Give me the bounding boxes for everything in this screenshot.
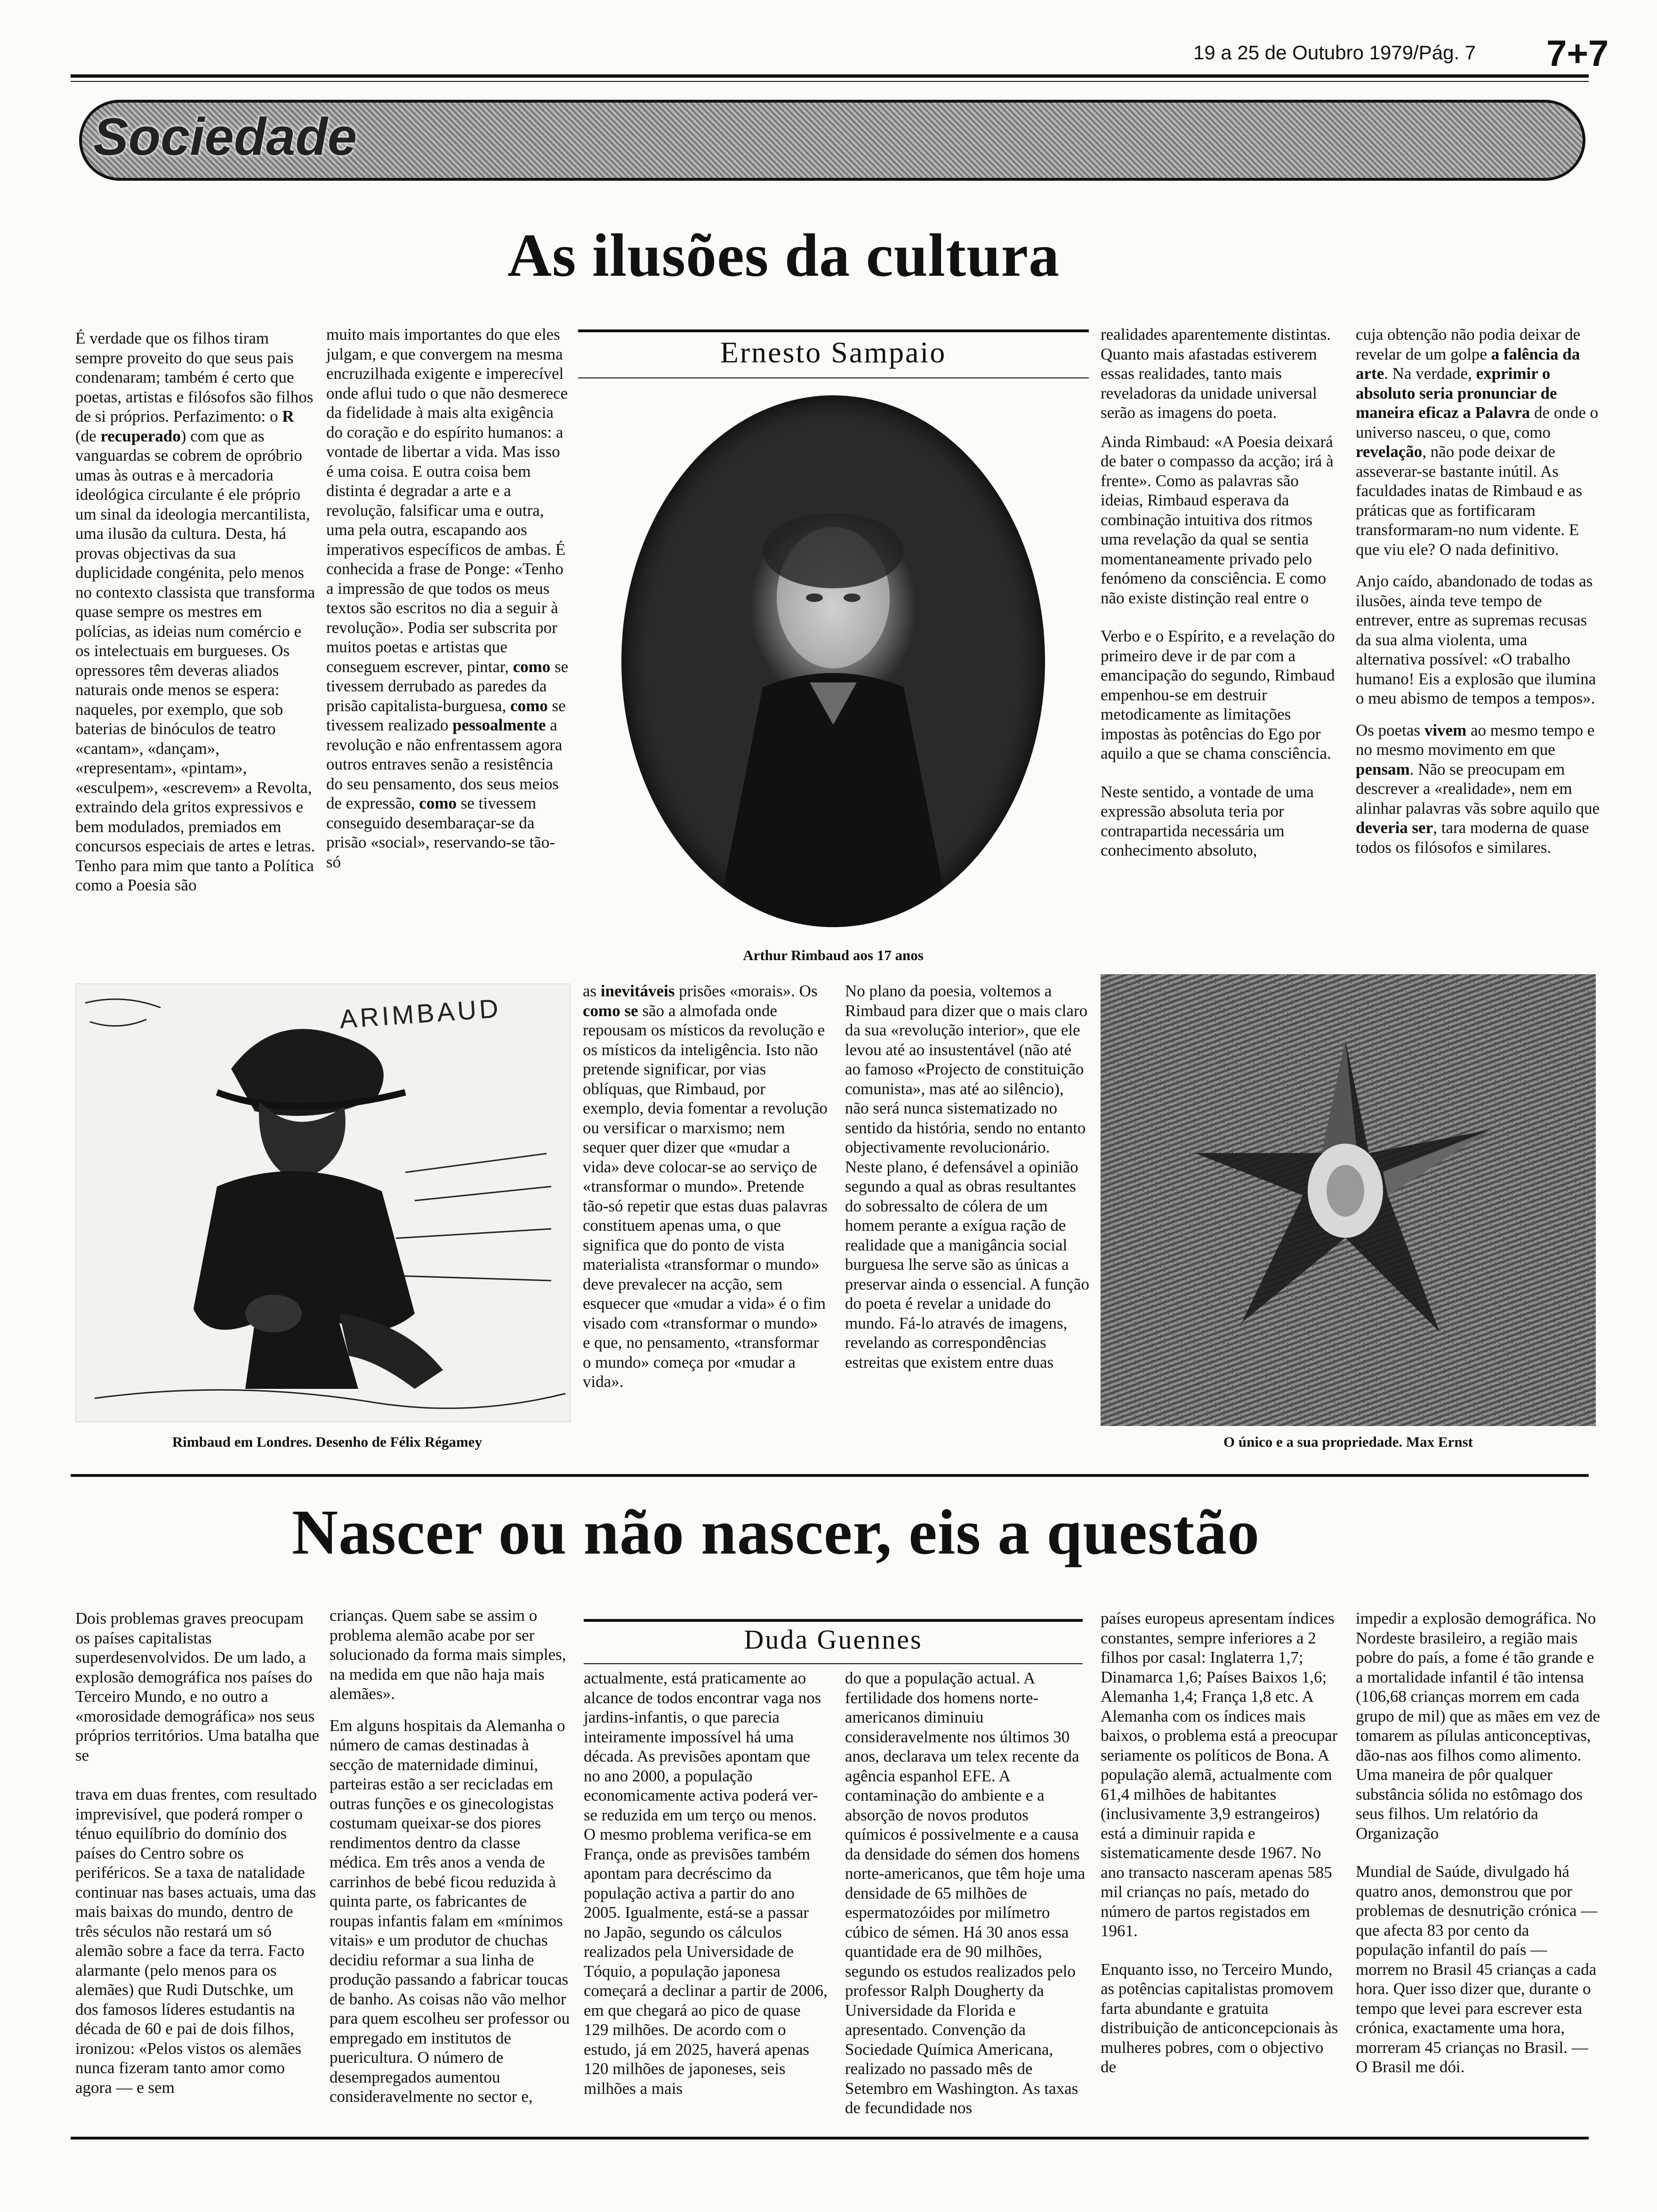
paragraph: Ainda Rimbaud: «A Poesia deixará de bater o compasso da acção; irá à frente». Como as palavras são ideias, Rimbaud esperava da combinação intuitiva dos ritmos uma revelação da qual se sentia momentaneamente privado pelo fenómeno da consciência. E como não existe distinção real entre o [1101, 432, 1334, 607]
max-ernst-painting [1101, 974, 1596, 1426]
article-column-2 [326, 325, 569, 874]
article2-headline: Nascer ou não nascer, eis a questão [292, 1497, 1260, 1568]
rimbaud-portrait-photo [621, 395, 1045, 927]
byline: Ernesto Sampaio [720, 336, 947, 369]
article2-column-2 [330, 1606, 574, 2108]
paragraph: Mundial de Saúde, divulgado há quatro anos, demonstrou que por problemas de desnutrição crónica — que afecta 83 por cento da população infantil do país — morrem no Brasil 45 crianças a cada hora. Quer isso dizer que, durante o tempo que levei para escrever esta crónica, exactamente uma hora, morreram 45 crianças no Brasil. — O Brasil me dói. [1356, 1862, 1598, 2076]
paragraph: cuja obtenção não podia deixar de revelar de um golpe a falência da arte. Na verdade, exprimir o absoluto seria pronunciar de maneira eficaz a Palavra de onde o universo nasceu, o que, como revelação, não pode deixar de asseverar-se bastante inútil. As faculdades inatas de Rimbaud e as práticas que as fortificaram transformaram-no num vidente. E que viu ele? O nada definitivo. [1356, 325, 1599, 559]
byline2-rule-bottom [584, 1663, 1083, 1664]
section-title: Sociedade [93, 107, 357, 166]
paragraph: Os poetas vivem ao mesmo tempo e no mesmo movimento em que pensam. Não se preocupam em descrever a «realidade», nem em alinhar palavras vãs sobre aquilo que deveria ser, tara moderna de quase todos os filósofos e similares. [1356, 721, 1600, 857]
paragraph: realidades aparentemente distintas. Quanto mais afastadas estiverem essas realidades, tanto mais reveladoras da unidade universal serão as imagens do poeta. [1101, 325, 1331, 422]
portrait-figure [621, 395, 1045, 927]
drawing-label: ARIMBAUD [338, 993, 502, 1034]
paragraph: Dois problemas graves preocupam os países capitalistas superdesenvolvidos. De um lado, a explosão demográfica nos países do Terceiro Mundo, e no outro a «morosidade demográfica» nos seus próprios territórios. Uma batalha que se [75, 1609, 320, 1764]
paragraph: crianças. Quem sabe se assim o problema alemão acabe por ser solucionado da forma mais simples, na medida em que não haja mais alemães». [330, 1606, 566, 1703]
paragraph: actualmente, está praticamente ao alcance de todos encontrar vaga nos jardins-infantis, o que parecia inteiramente impossível há uma década. As previsões apontam que no ano 2000, a população economicamente activa poderá ver-se reduzida em um terço ou menos. O mesmo problema verifica-se em França, onde as previsões também apontam para decréscimo da população activa a partir do ano 2005. Igualmente, está-se a passar no Japão, segundo os cálculos realizados pela Universidade de Tóquio, a população japonesa começará a declinar a partir de 2006, em que chegará ao pico de quase 129 milhões. De acordo com o estudo, já em 2025, haverá apenas 120 milhões de japoneses, seis milhões a mais [584, 1669, 828, 2098]
header-rule-top [71, 74, 1589, 78]
article-column-5 [1101, 325, 1336, 862]
paragraph: É verdade que os filhos tiram sempre proveito do que seus pais condenaram; também é certo que poetas, artistas e filósofos são filhos de si próprios. Perfazimento: o R (de recuperado) com que as vanguardas se cobrem de opróbrio umas às outras e à mercadoria ideológica circulante é ele próprio um sinal da ideologia mercantilista, uma ilusão da cultura. Desta, há provas objectivas da sua duplicidade congénita, pelo menos no contexto classista que transforma quase sempre os mestres em polícias, as ideias num comércio e os intelectuais em burgueses. Os opressores têm deveras aliados naturais onde menos se espera: naqueles, por exemplo, que sob baterias de binóculos de teatro «cantam», «dançam», «representam», «pintam», «esculpem», «escrevem» a Revolta, extraindo dela gritos expressivos e bem modulados, premiados em concursos especiais de artes e letras. Tenho para mim que tanto a Política como a Poesia são [75, 329, 315, 894]
byline-rule-top [578, 329, 1089, 332]
article-headline: As ilusões da cultura [507, 222, 1060, 289]
drawing-figure [76, 984, 570, 1422]
paragraph: Anjo caído, abandonado de todas as ilusões, ainda teve tempo de entrever, entre as supremas recusas da sua alma violenta, uma alternativa possível: «O trabalho humano! Eis a explosão que ilumina o meu abismo de tempos a tempos». [1356, 572, 1596, 707]
paragraph: Enquanto isso, no Terceiro Mundo, as potências capitalistas promovem farta abundante e gratuita distribuição de anticoncepcionais às mulheres pobres, com o objectivo de [1101, 1960, 1338, 2076]
paragraph: impedir a explosão demográfica. No Nordeste brasileiro, a região mais pobre do país, a fome é tão grande e a mortalidade infantil é tão intensa (106,68 crianças morrem em cada grupo de mil) que as mães em vez de tomarem as pílulas anticonceptivas, dão-nas aos filhos como alimento. Uma maneira de pôr qualquer substância sólida no estômago dos seus filhos. Um relatório da Organização [1356, 1609, 1600, 1843]
publication-logo: 7+7 [1546, 32, 1609, 74]
article2-column-4 [845, 1668, 1090, 2120]
article2-column-1 [75, 1609, 320, 2099]
article2-column-6 [1356, 1609, 1601, 2079]
paragraph: as inevitáveis prisões «morais». Os como se são a almofada onde repousam os místicos da revolução e os místicos da inteligência. Isto não pretende significar, por vias oblíquas, que Rimbaud, por exemplo, devia fomentar a revolução ou versificar o marxismo; nem sequer quer dizer que «mudar a vida» deve colocar-se ao serviço de «transformar o mundo». Pretende tão-só repetir que estas duas palavras constituem apenas uma, o que significa que do ponto de vista materialista «transformar o mundo» deve prevalecer na acção, sem esquecer que «mudar a vida» é o fim visado com «transformar o mundo» e que, no pensamento, «transformar o mundo» começa por «mudar a vida». [583, 982, 828, 1391]
article-column-3 [583, 981, 828, 1394]
article-column-6 [1356, 325, 1601, 859]
paragraph: Neste sentido, a vontade de uma expressão absoluta teria por contrapartida necessária um conhecimento absoluto, [1101, 782, 1314, 859]
paragraph: do que a população actual. A fertilidade dos homens norte-americanos diminuiu consideravelmente nos últimos 30 anos, declarava um telex recente da agência espanhol EFE. A contaminação do ambiente e a absorção de novos produtos químicos é possivelmente e a causa da densidade do sémen dos homens norte-americanos, que têm hoje uma densidade de 65 milhões de espermatozóides por milímetro cúbico de sémen. Há 30 anos essa quantidade era de 90 milhões, segundo os estudos realizados pelo professor Ralph Dougherty da Universidade da Florida e apresentado. Convenção da Sociedade Química Americana, realizado no passado mês de Setembro em Washington. As taxas de fecundidade nos [845, 1669, 1086, 2117]
paragraph: Em alguns hospitais da Alemanha o número de camas destinadas à secção de maternidade diminui, parteiras estão a ser recicladas em outras funções e os ginecologistas costumam queixar-se dos piores rendimentos dentro da classe médica. Em três anos a venda de carrinhos de bebé ficou reduzida à quinta parte, os fabricantes de roupas infantis falam em «mínimos vitais» e um produtor de chuchas decidiu reformar a sua linha de produção passando a fabricar toucas de banho. As coisas não vão melhor para quem escolheu ser professor ou empregado em institutos de puericultura. O número de desempregados aumentou consideravelmente no sector e, [330, 1716, 570, 2106]
article-column-4 [845, 981, 1090, 1374]
article2-column-3 [584, 1668, 828, 2100]
rimbaud-drawing [75, 984, 571, 1422]
byline2-rule-top [584, 1619, 1083, 1622]
article2-column-5 [1101, 1609, 1341, 2079]
header-rule-bottom [71, 81, 1589, 82]
drawing-caption: Rimbaud em Londres. Desenho de Félix Régamey [172, 1434, 483, 1450]
article-separator [71, 1474, 1589, 1477]
portrait-caption: Arthur Rimbaud aos 17 anos [743, 947, 924, 963]
paragraph: muito mais importantes do que eles julgam, e que convergem na mesma encruzilhada exigente e imperecível onde aflui tudo o que não desmerece da fidelidade à mais alta exigência do coração e do espírito humanos: a vontade de libertar a vida. Mas isso é uma coisa. E outra coisa bem distinta é degradar a arte e a revolução, falsificar uma e outra, uma pela outra, escapando aos imperativos específicos de ambas. É conhecida a frase de Ponge: «Tenho a impressão de que todos os meus textos são escritos no dia a seguir à revolução». Podia ser subscrita por muitos poetas e artistas que conseguem escrever, pintar, como se tivessem derrubado as paredes da prisão capitalista-burguesa, como se tivessem realizado pessoalmente a revolução e não enfrentassem agora outros entraves senão a resistência do seu pensamento, dos seus meios de expressão, como se tivessem conseguido desembaraçar-se da prisão «social», reservando-se tão-só [326, 325, 569, 871]
page-bottom-rule [71, 2137, 1589, 2140]
byline-rule-bottom [578, 377, 1089, 378]
article-column-1 [75, 329, 315, 897]
paragraph: trava em duas frentes, com resultado imprevisível, que poderá romper o ténuo equilíbrio do domínio dos países do Centro sobre os periféricos. Se a taxa de natalidade continuar nas bases actuais, uma das mais baixas do mundo, dentro de três séculos não restará um só alemão sobre a face da terra. Facto alarmante (pelo menos para os alemães) que Rudi Dutschke, um dos famosos líderes estudantis na década de 60 e pai de dois filhos, ironizou: «Pelos vistos os alemães nunca fizeram tanto amor como agora — e sem [75, 1785, 317, 2097]
paragraph: No plano da poesia, voltemos a Rimbaud para dizer que o mais claro da sua «revolução interior», que ele levou até ao insustentável (não até ao famoso «Projecto de constituição comunista», mas até ao silêncio), não será nunca sistematizado no sentido da história, sendo no entanto objectivamente revolucionário. Neste plano, é defensável a opinião segundo a qual as obras resultantes do sobressalto de cólera de um homem perante a exígua ração de realidade que a manigância social burguesa lhe serve são as únicas a preservar ainda o essencial. A função do poeta é revelar a unidade do mundo. Fá-lo através de imagens, revelando as correspondências estreitas que existem entre duas [845, 982, 1089, 1371]
byline2: Duda Guennes [744, 1624, 923, 1655]
date-line: 19 a 25 de Outubro 1979/Pág. 7 [1193, 41, 1476, 64]
paragraph: Verbo e o Espírito, e a revelação do primeiro deve ir de par com a emancipação do segundo, Rimbaud empenhou-se em destruir metodicamente as limitações impostas às potências do Ego por aquilo a que se chama consciência. [1101, 627, 1335, 762]
paragraph: países europeus apresentam índices constantes, sempre inferiores a 2 filhos por casal: Inglaterra 1,7; Dinamarca 1,6; Países Baixos 1,6; Alemanha 1,4; França 1,8 etc. A Alemanha com os índices mais baixos, o problema está a preocupar seriamente os políticos de Bona. A população alemã, actualmente com 61,4 milhões de habitantes (inclusivamente 3,9 estrangeiros) está a diminuir rapida e sistematicamente desde 1967. No ano transacto nasceram apenas 585 mil crianças no país, metado do número de partos registados em 1961. [1101, 1609, 1338, 1940]
painting-star [1101, 974, 1596, 1426]
painting-caption: O único e a sua propriedade. Max Ernst [1223, 1434, 1473, 1450]
